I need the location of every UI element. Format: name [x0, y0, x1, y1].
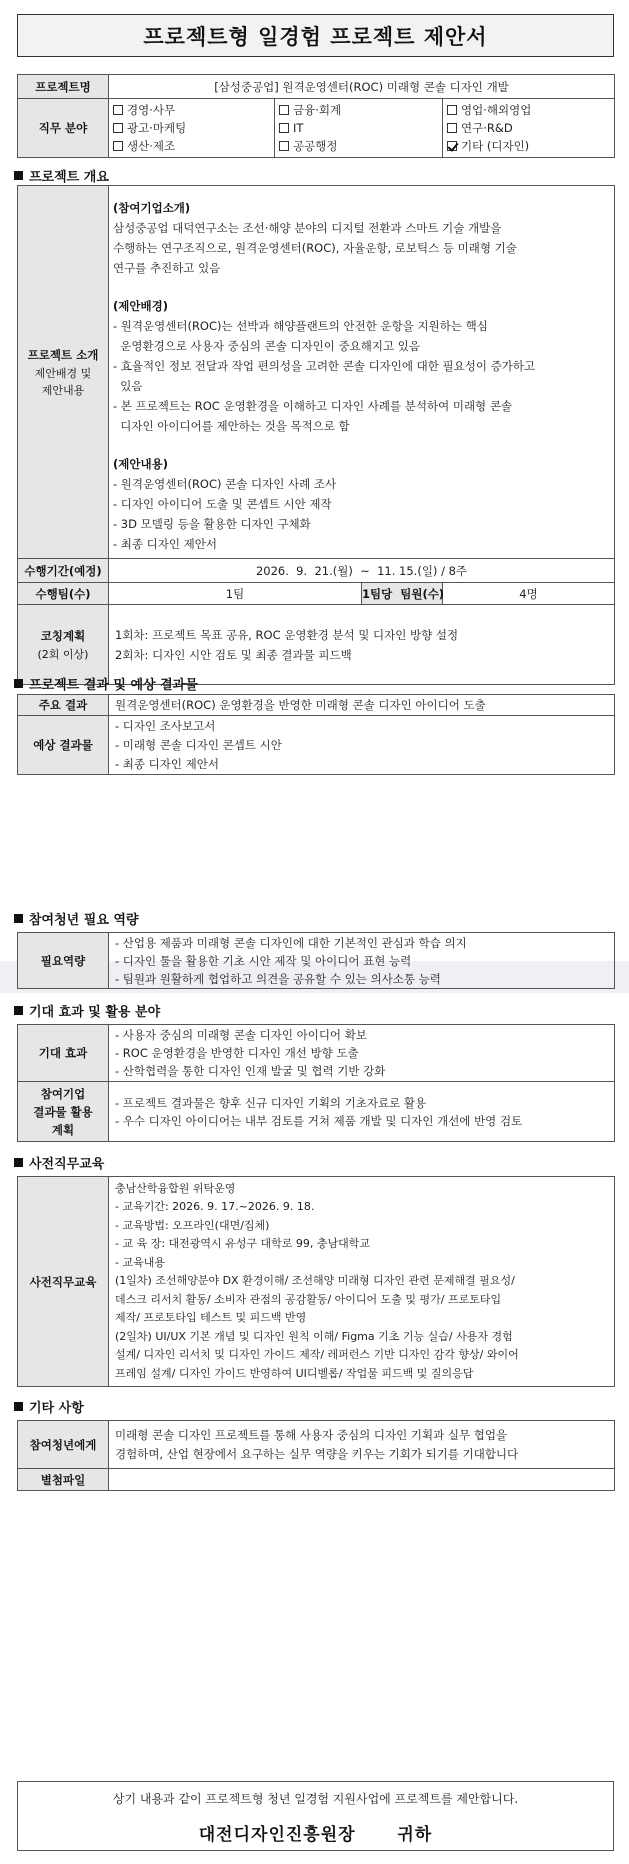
- job-field-option[interactable]: [279, 119, 438, 137]
- checkbox-icon[interactable]: [113, 105, 123, 115]
- youth-line: 경험하며, 산업 현장에서 요구하는 실무 역량을 키우는 기회가 되기를 기대합니다: [115, 1446, 519, 1461]
- training-line: 데스크 리서치 활동/ 소비자 관점의 공감활동/ 아이디어 도출 및 평가/ 프로토타입: [115, 1292, 502, 1306]
- intro-sub-2: 제안내용: [41, 384, 85, 397]
- job-field-option[interactable]: [447, 137, 610, 155]
- section-etc-title: 기타 사항: [29, 1401, 84, 1416]
- training-line: - 교육내용: [115, 1255, 165, 1269]
- coaching-label: 코칭계획: [40, 629, 86, 643]
- effect-label: 기대 효과: [18, 1025, 109, 1082]
- main-result-value: 원격운영센터(ROC) 운영환경을 반영한 미래형 콘솔 디자인 아이디어 도출: [109, 695, 615, 716]
- closing-statement: 상기 내용과 같이 프로젝트형 청년 일경험 지원사업에 프로젝트를 제안합니다.: [112, 1792, 519, 1806]
- training-line: - 교 육 장: 대전광역시 유성구 대학로 99, 충남대학교: [115, 1237, 371, 1251]
- job-field-column-1: [109, 99, 275, 158]
- background-heading: (제안배경): [113, 299, 168, 313]
- section-overview-title: 프로젝트 개요: [29, 170, 109, 185]
- job-field-option[interactable]: [447, 101, 610, 119]
- usage-label-3: 계획: [51, 1122, 75, 1137]
- youth-line: 미래형 콘솔 디자인 프로젝트를 통해 사용자 중심의 디자인 기획과 실무 협업을: [115, 1427, 508, 1442]
- closing-box: [17, 1781, 614, 1851]
- job-field-option-label: 연구·R&D: [461, 121, 513, 135]
- competency-line: - 팀원과 원활하게 협업하고 의견을 공유할 수 있는 의사소통 능력: [115, 971, 441, 986]
- job-field-option[interactable]: [113, 101, 270, 119]
- members-label: 1팀당 팀원(수): [362, 583, 443, 605]
- competency-line: - 디자인 툴을 활용한 기초 시안 제작 및 아이디어 표현 능력: [115, 953, 412, 968]
- content-line: - 디자인 아이디어 도출 및 콘셉트 시안 제작: [113, 497, 332, 511]
- checkbox-icon[interactable]: [447, 105, 457, 115]
- intro-label-cell: [18, 186, 109, 559]
- training-line: - 교육기간: 2026. 9. 17.~2026. 9. 18.: [115, 1200, 315, 1214]
- expected-results: [109, 716, 615, 775]
- closing-addressee: 대전디자인진흥원장 귀하: [198, 1825, 433, 1845]
- effect-line: - ROC 운영환경을 반영한 디자인 개선 방향 도출: [115, 1046, 359, 1060]
- project-name-value: [삼성중공업] 원격운영센터(ROC) 미래형 콘솔 디자인 개발: [109, 75, 615, 99]
- background-line: 있음: [113, 379, 143, 393]
- expected-line: - 디자인 조사보고서: [115, 718, 216, 733]
- usage-label-2: 결과물 활용: [33, 1104, 93, 1119]
- coaching-label-cell: [18, 605, 109, 685]
- job-field-option[interactable]: [113, 119, 270, 137]
- content-line: - 최종 디자인 제안서: [113, 537, 217, 551]
- competency-table: [17, 932, 615, 989]
- job-field-option-label: 공공행정: [293, 139, 338, 153]
- training-table: [17, 1176, 615, 1387]
- job-field-option-label: 생산·제조: [127, 139, 176, 153]
- intro-label: 프로젝트 소개: [27, 348, 99, 362]
- section-competency: [14, 909, 139, 928]
- job-field-option-label: 광고·마케팅: [127, 121, 187, 135]
- job-field-option-label: 경영·사무: [127, 103, 176, 117]
- training-line: - 교육방법: 오프라인(대면/집체): [115, 1218, 270, 1232]
- background-line: 운영환경으로 사용자 중심의 콘솔 디자인이 중요해지고 있음: [113, 339, 420, 353]
- content-line: - 원격운영센터(ROC) 콘솔 디자인 사례 조사: [113, 477, 337, 491]
- training-line: (2일차) UI/UX 기본 개념 및 디자인 원칙 이해/ Figma 기초 기능 실습/ 사용자 경험: [115, 1329, 513, 1343]
- section-bullet-icon: [14, 1006, 23, 1015]
- period-value: 2026. 9. 21.(월) ~ 11. 15.(일) / 8주: [109, 559, 615, 583]
- intro-sub-1: 제안배경 및: [34, 367, 92, 380]
- usage-label-1: 참여기업: [40, 1086, 86, 1101]
- training-label: 사전직무교육: [18, 1177, 109, 1387]
- project-info-table: [17, 74, 615, 158]
- section-etc: [14, 1397, 84, 1416]
- company-line: 삼성중공업 대덕연구소는 조선·해양 분야의 디지털 전환과 스마트 기술 개발을: [113, 221, 502, 235]
- checkbox-checked-icon[interactable]: [447, 141, 457, 151]
- effect-line: - 산학협력을 통한 디자인 인재 발굴 및 협력 기반 강화: [115, 1064, 386, 1078]
- coaching-line: 1회차: 프로젝트 목표 공유, ROC 운영환경 분석 및 디자인 방향 설정: [115, 627, 459, 642]
- section-bullet-icon: [14, 914, 23, 923]
- company-text: [113, 218, 610, 278]
- section-bullet-icon: [14, 1402, 23, 1411]
- job-field-column-3: [443, 99, 615, 158]
- job-field-option[interactable]: [279, 101, 438, 119]
- background-line: - 본 프로젝트는 ROC 운영환경을 이해하고 디자인 사례를 분석하여 미래형 콘솔: [113, 399, 513, 413]
- youth-message: [109, 1421, 615, 1469]
- training-content: [109, 1177, 615, 1387]
- company-line: 수행하는 연구조직으로, 원격운영센터(ROC), 자율운항, 로보틱스 등 미래형 기술: [113, 241, 517, 255]
- project-name-label: 프로젝트명: [18, 75, 109, 99]
- attach-value: [109, 1469, 615, 1491]
- main-result-label: 주요 결과: [18, 695, 109, 716]
- members-value: 4명: [443, 583, 615, 605]
- coaching-sub: (2회 이상): [37, 648, 89, 661]
- training-line: 충남산학융합원 위탁운영: [115, 1181, 236, 1195]
- job-field-option-label: IT: [293, 121, 304, 135]
- section-effects: [14, 1001, 160, 1020]
- expected-line: - 미래형 콘솔 디자인 콘셉트 시안: [115, 737, 282, 752]
- usage-list: [109, 1082, 615, 1142]
- section-competency-title: 참여청년 필요 역량: [29, 913, 139, 928]
- job-field-option[interactable]: [447, 119, 610, 137]
- checkbox-icon[interactable]: [279, 123, 289, 133]
- background-text: [113, 316, 610, 436]
- section-bullet-icon: [14, 1158, 23, 1167]
- job-field-option-label: 기타 (디자인): [461, 139, 530, 153]
- background-line: - 효율적인 정보 전달과 작업 편의성을 고려한 콘솔 디자인에 대한 필요성이 증가하고: [113, 359, 536, 373]
- usage-line: - 프로젝트 결과물은 향후 신규 디자인 기획의 기초자료로 활용: [115, 1095, 427, 1110]
- youth-label: 참여청년에게: [18, 1421, 109, 1469]
- effect-line: - 사용자 중심의 미래형 콘솔 디자인 아이디어 확보: [115, 1028, 367, 1042]
- job-field-option-label: 금융·회계: [293, 103, 342, 117]
- content-text: [113, 474, 610, 554]
- training-line: 프레임 설계/ 디자인 가이드 반영하여 UI디벨롭/ 작업물 피드백 및 질의응답: [115, 1366, 474, 1380]
- effect-list: [109, 1025, 615, 1082]
- background-line: - 원격운영센터(ROC)는 선박과 해양플랜트의 안전한 운항을 지원하는 핵심: [113, 319, 488, 333]
- coaching-line: 2회차: 디자인 시안 검토 및 최종 결과물 피드백: [115, 647, 352, 662]
- background-line: 디자인 아이디어를 제안하는 것을 목적으로 함: [113, 419, 350, 433]
- section-overview: [14, 166, 109, 185]
- section-training: [14, 1153, 104, 1172]
- document-title: 프로젝트형 일경험 프로젝트 제안서: [17, 14, 614, 57]
- results-table: [17, 694, 615, 775]
- competency-line: - 산업용 제품과 미래형 콘솔 디자인에 대한 기본적인 관심과 학습 의지: [115, 935, 467, 950]
- job-field-column-2: [275, 99, 443, 158]
- training-line: (1일차) 조선해양분야 DX 환경이해/ 조선해양 미래형 디자인 관련 문제해결 필요성/: [115, 1274, 515, 1288]
- section-training-title: 사전직무교육: [29, 1157, 105, 1172]
- job-field-label: 직무 분야: [18, 99, 109, 158]
- expected-label: 예상 결과물: [18, 716, 109, 775]
- effects-table: [17, 1024, 615, 1142]
- section-bullet-icon: [14, 679, 23, 688]
- attach-label: 별첨파일: [18, 1469, 109, 1491]
- etc-table: [17, 1420, 615, 1491]
- job-field-option[interactable]: [279, 137, 438, 155]
- period-label: 수행기간(예정): [18, 559, 109, 583]
- section-bullet-icon: [14, 171, 23, 180]
- content-line: - 3D 모델링 등을 활용한 디자인 구체화: [113, 517, 311, 531]
- section-effects-title: 기대 효과 및 활용 분야: [29, 1005, 161, 1020]
- intro-content: [109, 186, 615, 559]
- usage-label-cell: [18, 1082, 109, 1142]
- checkbox-icon[interactable]: [279, 141, 289, 151]
- competency-label: 필요역량: [18, 933, 109, 989]
- section-results: [14, 674, 198, 693]
- job-field-option[interactable]: [113, 137, 270, 155]
- training-line: 제작/ 프로토타입 테스트 및 피드백 반영: [115, 1311, 307, 1325]
- competency-list: [109, 933, 615, 989]
- company-heading: (참여기업소개): [113, 201, 191, 215]
- team-label: 수행팀(수): [18, 583, 109, 605]
- checkbox-icon[interactable]: [447, 123, 457, 133]
- section-results-title: 프로젝트 결과 및 예상 결과물: [29, 678, 198, 693]
- checkbox-icon[interactable]: [279, 105, 289, 115]
- team-value: 1팀: [109, 583, 362, 605]
- content-heading: (제안내용): [113, 457, 168, 471]
- coaching-plan: [109, 605, 615, 685]
- usage-line: - 우수 디자인 아이디어는 내부 검토를 거쳐 제품 개발 및 디자인 개선에 반영 검토: [115, 1113, 523, 1128]
- company-line: 연구를 추진하고 있음: [113, 261, 221, 275]
- checkbox-icon[interactable]: [113, 123, 123, 133]
- checkbox-icon[interactable]: [113, 141, 123, 151]
- job-field-option-label: 영업·해외영업: [461, 103, 532, 117]
- overview-table: [17, 185, 615, 685]
- expected-line: - 최종 디자인 제안서: [115, 756, 219, 771]
- training-line: 설계/ 디자인 리서치 및 디자인 가이드 제작/ 레퍼런스 기반 디자인 감각 향상/ 와이어: [115, 1348, 519, 1362]
